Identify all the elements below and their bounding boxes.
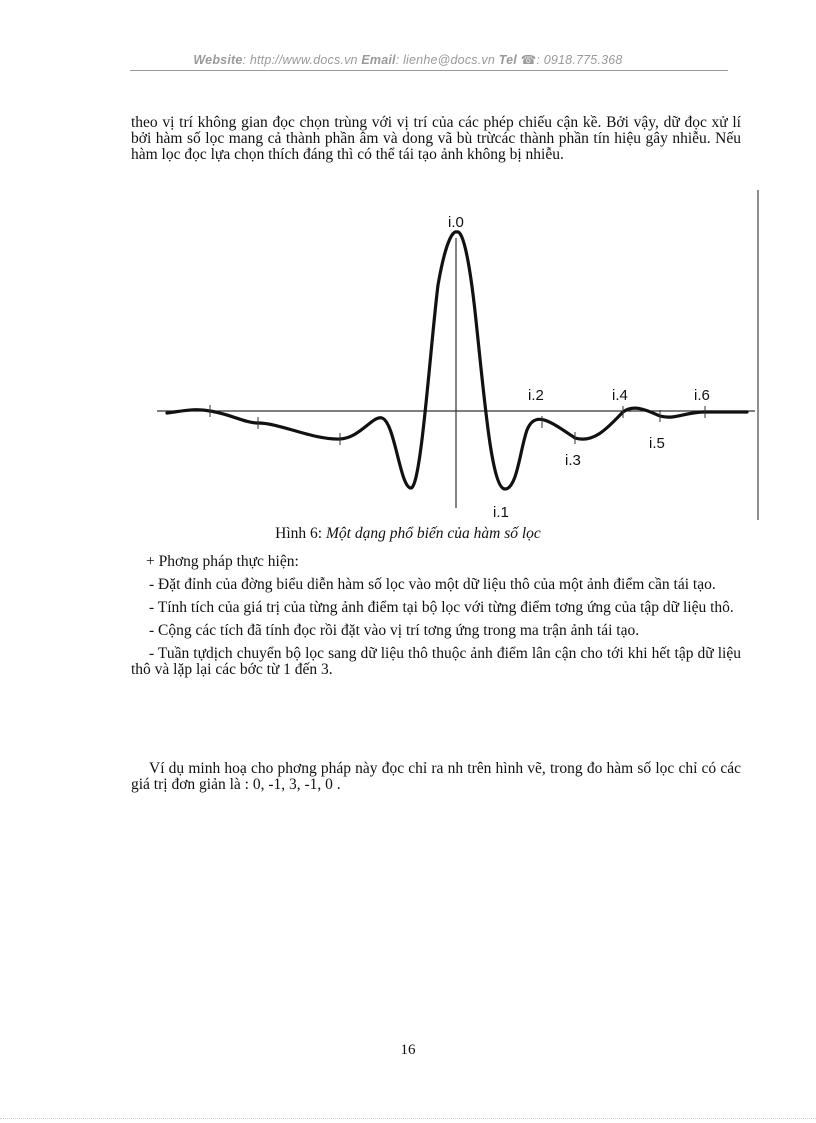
bottom-divider	[0, 1118, 816, 1119]
website-value: : http://www.docs.vn	[242, 53, 358, 67]
step-item: - Tính tích của giá trị của từng ảnh điểm tại bộ lọc với từng điểm tơng ứng của tập dữ liệu thô.	[149, 599, 734, 616]
steps-list	[131, 577, 741, 685]
email-label: Email	[361, 53, 396, 67]
step-item: - Cộng các tích đã tính đọc rồi đặt vào vị trí tơng ứng trong ma trận ảnh tái tạo.	[149, 622, 640, 639]
label-i4: i.4	[612, 387, 628, 404]
label-i6: i.6	[694, 387, 710, 404]
website-label: Website	[193, 53, 243, 67]
label-i3: i.3	[565, 452, 581, 469]
label-i5: i.5	[649, 435, 665, 452]
figure-caption	[0, 525, 816, 543]
tel-value: : 0918.775.368	[536, 53, 623, 67]
label-i0: i.0	[448, 214, 464, 231]
intro-paragraph: theo vị trí không gian đọc chọn trùng với vị trí của các phép chiếu cận kề. Bởi vậy, dữ đọc xử lí bởi hàm số lọc mang cả thành phần âm và dong vã bù trừcác thành phần tín hiệu gây nhiễu. Nếu hàm lọc đọc lựa chọn thích đáng thì có thể tái tạo ảnh không bị nhiễu.	[131, 114, 741, 163]
example-paragraph: Ví dụ minh hoạ cho phơng pháp này đọc chỉ ra nh trên hình vẽ, trong đo hàm số lọc chỉ có các giá trị đơn giản là : 0, -1, 3, -1, 0 .	[131, 760, 741, 793]
phone-icon: ☎	[520, 53, 537, 67]
header-divider	[130, 70, 728, 71]
step-item: - Đặt đỉnh của đờng biểu diễn hàm số lọc vào một dữ liệu thô của một ảnh điểm cần tái tạo.	[149, 576, 716, 593]
page-number: 16	[400, 1042, 416, 1058]
email-value: : lienhe@docs.vn	[395, 53, 496, 67]
filter-curve-diagram	[155, 190, 765, 520]
caption-title: Một dạng phổ biến của hàm số lọc	[325, 525, 541, 542]
method-heading: + Phơng pháp thực hiện:	[146, 553, 299, 570]
caption-prefix: Hình 6:	[275, 525, 323, 542]
page-header	[0, 52, 816, 67]
label-i2: i.2	[528, 387, 544, 404]
label-i1: i.1	[493, 504, 509, 520]
filter-function-figure	[155, 190, 765, 520]
step-item: - Tuần tựdịch chuyển bộ lọc sang dữ liệu thô thuộc ảnh điểm lân cận cho tới khi hết tập dữ liệu thô và lặp lại các bớc từ 1 đến 3.	[131, 645, 741, 678]
tel-label: Tel	[498, 53, 517, 67]
